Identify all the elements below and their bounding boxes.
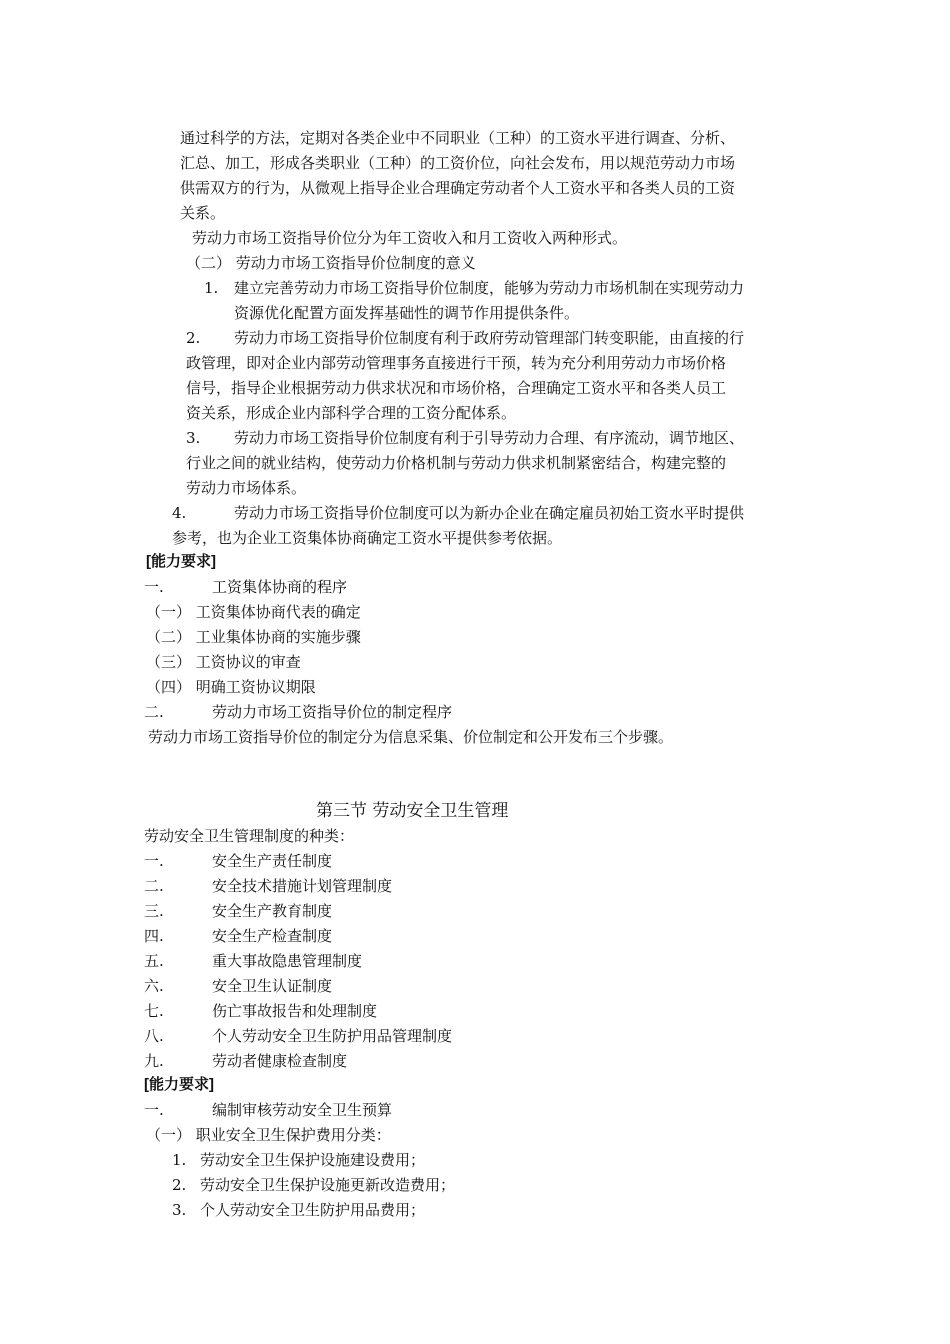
list-number: 五. [144, 952, 164, 970]
paragraph-line: 供需双方的行为，从微观上指导企业合理确定劳动者个人工资水平和各类人员的工资 [180, 179, 736, 197]
item-line: 政管理，即对企业内部劳动管理事务直接进行干预，转为充分利用劳动力市场价格 [186, 354, 727, 372]
paragraph-line: 通过科学的方法，定期对各类企业中不同职业（工种）的工资水平进行调查、分析、 [180, 129, 736, 147]
cost-text: 劳动安全卫生保护设施建设费用； [200, 1151, 426, 1169]
list-text: 个人劳动安全卫生防护用品管理制度 [212, 1027, 453, 1045]
sub-item: （一） 工资集体协商代表的确定 [146, 603, 361, 621]
list-number: 六. [144, 977, 164, 995]
ability-header: [能力要求] [146, 553, 216, 570]
sub-item: （二） 工业集体协商的实施步骤 [146, 628, 361, 646]
item-number: 1. [204, 279, 219, 297]
list-text: 安全生产检查制度 [212, 927, 333, 945]
cost-text: 劳动安全卫生保护设施更新改造费用； [200, 1176, 456, 1194]
list-text: 安全卫生认证制度 [212, 977, 333, 995]
list-number: 一. [144, 578, 164, 596]
item-line: 信号，指导企业根据劳动力供求状况和市场价格，合理确定工资水平和各类人员工 [186, 379, 727, 397]
section-intro: 劳动安全卫生管理制度的种类： [144, 827, 355, 845]
paragraph-line: 汇总、加工，形成各类职业（工种）的工资价位，向社会发布，用以规范劳动力市场 [180, 154, 736, 172]
list-number: 二. [144, 703, 164, 721]
sub-item: （一） 职业安全卫生保护费用分类： [146, 1126, 391, 1144]
cost-number: 2. [172, 1176, 187, 1194]
list-number: 三. [144, 902, 164, 920]
list-text: 劳动者健康检查制度 [212, 1052, 348, 1070]
paragraph-line: 关系。 [180, 204, 226, 222]
list-number: 九. [144, 1052, 164, 1070]
subsection-title: （二） 劳动力市场工资指导价位制度的意义 [186, 254, 476, 272]
description-line: 劳动力市场工资指导价位的制定分为信息采集、价位制定和公开发布三个步骤。 [148, 728, 674, 746]
forms-line: 劳动力市场工资指导价位分为年工资收入和月工资收入两种形式。 [192, 229, 628, 247]
item-number: 3. [186, 429, 201, 447]
item-line: 劳动力市场体系。 [186, 479, 307, 497]
sub-item: （三） 工资协议的审查 [146, 653, 301, 671]
list-number: 七. [144, 1002, 164, 1020]
ability-header: [能力要求] [144, 1076, 214, 1093]
list-text: 安全生产责任制度 [212, 852, 333, 870]
list-text: 劳动力市场工资指导价位的制定程序 [212, 703, 453, 721]
item-line: 资关系，形成企业内部科学合理的工资分配体系。 [186, 404, 517, 422]
list-text: 伤亡事故报告和处理制度 [212, 1002, 378, 1020]
cost-number: 1. [172, 1151, 187, 1169]
cost-text: 个人劳动安全卫生防护用品费用； [200, 1201, 426, 1219]
list-text: 工资集体协商的程序 [212, 578, 348, 596]
item-line: 建立完善劳动力市场工资指导价位制度，能够为劳动力市场机制在实现劳动力 [234, 279, 745, 297]
item-number: 2. [186, 329, 201, 347]
item-line: 劳动力市场工资指导价位制度有利于引导劳动力合理、有序流动，调节地区、 [234, 429, 745, 447]
item-line: 资源优化配置方面发挥基础性的调节作用提供条件。 [234, 304, 580, 322]
list-number: 八. [144, 1027, 164, 1045]
item-line: 参考，也为企业工资集体协商确定工资水平提供参考依据。 [172, 529, 563, 547]
section-title: 第三节 劳动安全卫生管理 [316, 801, 509, 821]
list-text: 安全技术措施计划管理制度 [212, 877, 393, 895]
list-number: 四. [144, 927, 164, 945]
list-text: 编制审核劳动安全卫生预算 [212, 1101, 393, 1119]
list-text: 重大事故隐患管理制度 [212, 952, 363, 970]
sub-item: （四） 明确工资协议期限 [146, 678, 316, 696]
item-line: 行业之间的就业结构，使劳动力价格机制与劳动力供求机制紧密结合，构建完整的 [186, 454, 727, 472]
item-line: 劳动力市场工资指导价位制度有利于政府劳动管理部门转变职能，由直接的行 [234, 329, 745, 347]
item-number: 4. [172, 504, 187, 522]
list-number: 二. [144, 877, 164, 895]
cost-number: 3. [172, 1201, 187, 1219]
item-line: 劳动力市场工资指导价位制度可以为新办企业在确定雇员初始工资水平时提供 [234, 504, 745, 522]
list-number: 一. [144, 1101, 164, 1119]
list-number: 一. [144, 852, 164, 870]
list-text: 安全生产教育制度 [212, 902, 333, 920]
